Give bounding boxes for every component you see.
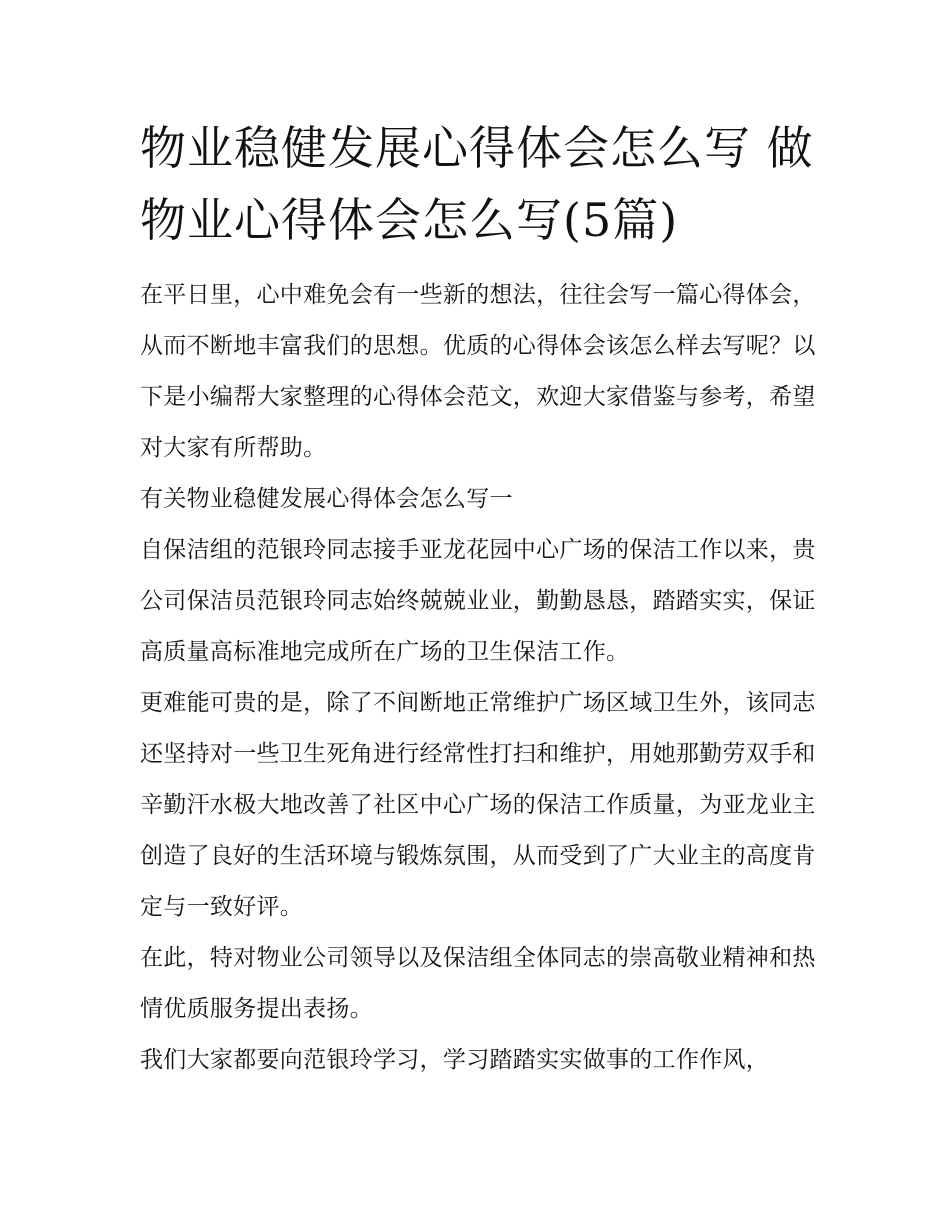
body-paragraph: 在此，特对物业公司领导以及保洁组全体同志的崇高敬业精神和热情优质服务提出表扬。 — [140, 945, 816, 1022]
section-heading: 有关物业稳健发展心得体会怎么写一 — [140, 486, 513, 512]
body-paragraph: 自保洁组的范银玲同志接手亚龙花园中心广场的保洁工作以来，贵公司保洁员范银玲同志始终兢兢业业，勤勤恳恳，踏踏实实，保证高质量高标准地完成所在广场的卫生保洁工作。 — [140, 537, 816, 665]
intro-paragraph: 在平日里，心中难免会有一些新的想法，往往会写一篇心得体会，从而不断地丰富我们的思想。优质的心得体会该怎么样去写呢？以下是小编帮大家整理的心得体会范文，欢迎大家借鉴与参考，希望对大家有所帮助。 — [140, 282, 816, 461]
body-paragraph: 更难能可贵的是，除了不间断地正常维护广场区域卫生外，该同志还坚持对一些卫生死角进行经常性打扫和维护，用她那勤劳双手和辛勤汗水极大地改善了社区中心广场的保洁工作质量，为亚龙业主创造了良好的生活环境与锻炼氛围，从而受到了广大业主的高度肯定与一致好评。 — [140, 690, 816, 920]
body-paragraph: 我们大家都要向范银玲学习，学习踏踏实实做事的工作作风， — [140, 1047, 770, 1073]
document-title: 物业稳健发展心得体会怎么写 做物业心得体会怎么写(5篇) — [140, 121, 814, 247]
document-body — [140, 112, 820, 1086]
